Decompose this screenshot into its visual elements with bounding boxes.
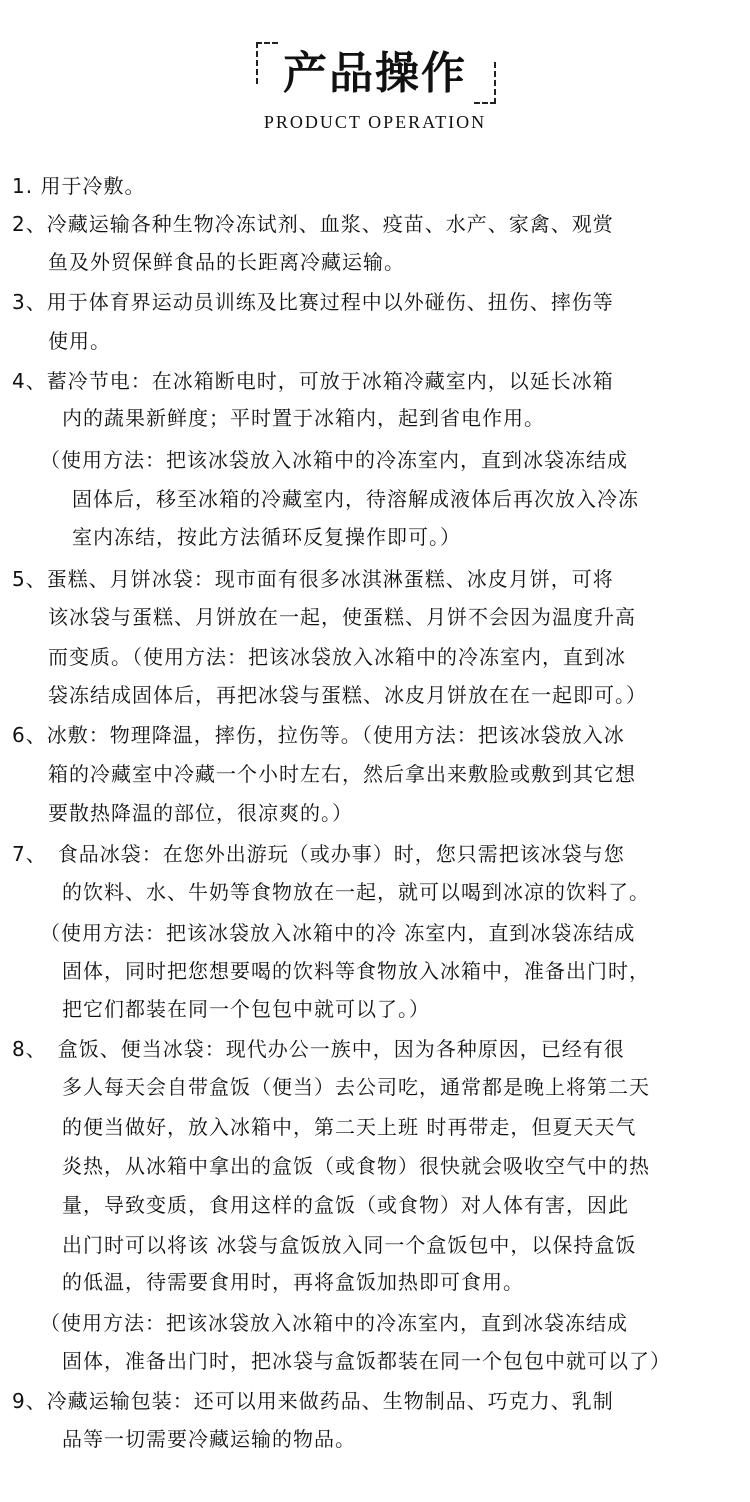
text-line: 8、 盒饭、便当冰袋：现代办公一族中，因为各种原因，已经有很 <box>12 1037 625 1061</box>
text-line: 固体，同时把您想要喝的饮料等食物放入冰箱中，准备出门时， <box>62 959 650 983</box>
text-line: 6、冰敷：物理降温，摔伤，拉伤等。（使用方法：把该冰袋放入冰 <box>12 723 625 747</box>
text-line: 而变质。（使用方法：把该冰袋放入冰箱中的冷冻室内，直到冰 <box>48 645 626 669</box>
text-line: 2、冷藏运输各种生物冷冻试剂、血浆、疫苗、水产、家禽、观赏 <box>12 212 614 236</box>
text-line: 1. 用于冷敷。 <box>12 174 146 198</box>
text-line: 箱的冷藏室中冷藏一个小时左右，然后拿出来敷脸或敷到其它想 <box>48 762 636 786</box>
section-header <box>0 0 750 150</box>
text-line: 内的蔬果新鲜度；平时置于冰箱内，起到省电作用。 <box>62 406 545 430</box>
text-line: 出门时可以将该 冰袋与盒饭放入同一个盒饭包中，以保持盒饭 <box>62 1233 637 1257</box>
text-line: 室内冻结，按此方法循环反复操作即可。） <box>72 525 461 549</box>
text-line: 的饮料、水、牛奶等食物放在一起，就可以喝到冰凉的饮料了。 <box>62 880 650 904</box>
text-line: 3、用于体育界运动员训练及比赛过程中以外碰伤、扭伤、摔伤等 <box>12 290 614 314</box>
text-line: 9、冷藏运输包装：还可以用来做药品、生物制品、巧克力、乳制 <box>12 1389 614 1413</box>
text-line: 7、 食品冰袋：在您外出游玩（或办事）时，您只需把该冰袋与您 <box>12 842 625 866</box>
text-line: 多人每天会自带盒饭（便当）去公司吃，通常都是晚上将第二天 <box>62 1075 650 1099</box>
text-line: 袋冻结成固体后，再把冰袋与蛋糕、冰皮月饼放在在一起即可。） <box>48 683 647 707</box>
text-line: 4、蓄冷节电：在冰箱断电时，可放于冰箱冷藏室内，以延长冰箱 <box>12 369 614 393</box>
text-line: 5、蛋糕、月饼冰袋：现市面有很多冰淇淋蛋糕、冰皮月饼，可将 <box>12 567 614 591</box>
page-subtitle: PRODUCT OPERATION <box>263 112 487 132</box>
text-line: 把它们都装在同一个包包中就可以了。） <box>62 997 430 1021</box>
text-line: 品等一切需要冷藏运输的物品。 <box>62 1427 356 1451</box>
text-line: 量，导致变质，食用这样的盒饭（或食物）对人体有害，因此 <box>62 1193 629 1217</box>
text-line: 固体后，移至冰箱的冷藏室内，待溶解成液体后再次放入冷冻 <box>72 487 639 511</box>
text-line: （使用方法：把该冰袋放入冰箱中的冷冻室内，直到冰袋冻结成 <box>40 448 628 472</box>
text-line: （使用方法：把该冰袋放入冰箱中的冷冻室内，直到冰袋冻结成 <box>40 1311 628 1335</box>
text-line: 要散热降温的部位，很凉爽的。） <box>48 801 353 825</box>
text-line: 炎热，从冰箱中拿出的盒饭（或食物）很快就会吸收空气中的热 <box>62 1154 650 1178</box>
page-title: 产品操作 <box>283 48 467 99</box>
text-line: 鱼及外贸保鲜食品的长距离冷藏运输。 <box>48 250 405 274</box>
text-line: 的便当做好，放入冰箱中，第二天上班 时再带走，但夏天天气 <box>62 1115 637 1139</box>
text-line: 该冰袋与蛋糕、月饼放在一起，使蛋糕、月饼不会因为温度升高 <box>48 605 636 629</box>
text-line: 固体，准备出门时，把冰袋与盒饭都装在同一个包包中就可以了） <box>62 1349 671 1373</box>
text-line: 的低温，待需要食用时，再将盒饭加热即可食用。 <box>62 1270 524 1294</box>
text-line: 使用。 <box>48 329 111 353</box>
text-line: （使用方法：把该冰袋放入冰箱中的冷 冻室内，直到冰袋冻结成 <box>40 921 636 945</box>
